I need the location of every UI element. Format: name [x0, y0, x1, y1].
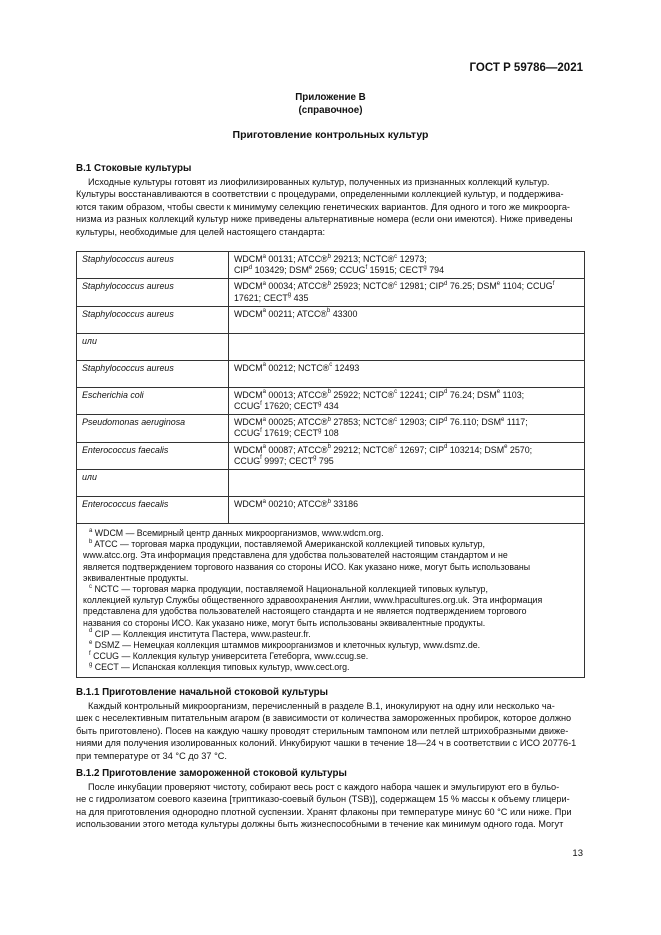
- paragraph-line: низма из разных коллекций культур ниже приведены альтернативные номера (если они имеются). Ниже приведены: [76, 214, 573, 225]
- footnote-marker: d: [444, 416, 448, 423]
- footnote-marker: e: [496, 389, 501, 396]
- strain-code-text: 76.25; DSM: [447, 281, 497, 292]
- section-b11-heading: В.1.1 Приготовление начальной стоковой культуры: [76, 687, 329, 698]
- table-footnote: [83, 640, 578, 651]
- strain-codes-line: [234, 254, 579, 265]
- footnote-line: [83, 595, 578, 606]
- paragraph-line: ниями для получения изолированных колоний. Инкубируют чашки в течение 18—24 ч в соответствии с ИСО 20776-1: [76, 738, 577, 749]
- appendix-subtitle: (справочное): [298, 105, 363, 116]
- footnote-marker: d: [248, 264, 253, 271]
- footnote-marker: a: [262, 308, 266, 315]
- table-footnote: [83, 651, 578, 662]
- organism-cell: Escherichia coli: [77, 387, 229, 414]
- footnote-line: [83, 606, 578, 617]
- strain-code-text: 00211; ATCC®: [265, 308, 327, 319]
- table-row: [77, 360, 585, 387]
- strain-codes-cell: [229, 360, 585, 387]
- culture-table: [76, 251, 585, 678]
- strain-codes-cell: [229, 306, 585, 333]
- paragraph-line: Каждый контрольный микроорганизм, перечисленный в разделе В.1, инокулируют на одну или несколько ча-: [88, 701, 555, 711]
- footnote-marker: f: [260, 427, 262, 434]
- footnote-marker: a: [262, 444, 266, 451]
- strain-code-text: 76.24; DSM: [447, 389, 497, 400]
- strain-code-text: WDCM: [234, 499, 263, 510]
- paragraph-line: быть приготовлено). Посев на каждую чашку проводят стерильным тампоном или петлей штрихобразными движе-: [76, 725, 569, 736]
- footnote-marker: e: [308, 264, 313, 271]
- strain-codes-line: [234, 390, 579, 401]
- footnote-marker: e: [496, 280, 501, 287]
- table-footnote: [83, 629, 578, 640]
- strain-code-text: 9997; CECT: [261, 455, 314, 466]
- table-row: [77, 279, 585, 306]
- footnote-marker: a: [262, 362, 266, 369]
- strain-code-text: CCUG: [234, 401, 261, 412]
- footnote-text: WDCM — Всемирный центр данных микроорганизмов, www.wdcm.org.: [92, 528, 384, 539]
- table-notes-cell: [77, 524, 585, 678]
- footnote-text: NCTC — торговая марка продукции, поставляемой Национальной коллекцией типовых культур,: [92, 584, 488, 595]
- footnote-marker: b: [89, 538, 93, 545]
- footnote-marker: e: [501, 416, 505, 423]
- table-footnote: [83, 528, 578, 539]
- strain-codes-line: [234, 309, 579, 320]
- table-row: [77, 415, 585, 442]
- footnote-text: CCUG — Коллекция культур университета Гетеборга, www.ccug.se.: [90, 651, 369, 662]
- strain-code-text: 103429; DSM: [252, 265, 309, 276]
- section-b11-text: [76, 700, 584, 762]
- page-number: 13: [572, 848, 583, 859]
- table-footnote: [83, 662, 578, 673]
- organism-cell: Staphylococcus aureus: [77, 252, 229, 279]
- footnote-text: названия со стороны ИСО. Как указано ниже, могут быть использованы эквивалентные продукты.: [83, 617, 486, 628]
- strain-code-text: 2570;: [507, 444, 533, 455]
- strain-codes-line: [234, 265, 579, 276]
- strain-code-text: 43300: [330, 308, 358, 319]
- strain-code-text: 00087; ATCC®: [265, 444, 328, 455]
- strain-code-text: CCUG: [234, 428, 261, 439]
- footnote-marker: b: [327, 389, 331, 396]
- strain-code-text: 00131; ATCC®: [265, 254, 328, 264]
- table-row: [77, 333, 585, 360]
- strain-code-text: WDCM: [234, 444, 263, 455]
- strain-codes-cell: [229, 279, 585, 306]
- strain-code-text: WDCM: [234, 362, 263, 373]
- strain-code-text: 103214; DSM: [447, 444, 505, 455]
- footnote-line: [83, 539, 578, 550]
- footnote-text: ATCC — торговая марка продукции, поставляемой Американской коллекцией типовых культур,: [92, 539, 485, 550]
- paragraph-line: не с гидролизатом соевого казеина [триптиказо-соевый бульон (TSB)], содержащем 15 % массы к объему глицери-: [76, 794, 570, 805]
- footnote-marker: b: [327, 280, 331, 287]
- footnote-text: DSMZ — Немецкая коллекция штаммов микроорганизмов и клеточных культур, www.dsmz.de.: [92, 640, 481, 651]
- footnote-marker: d: [444, 280, 448, 287]
- strain-codes-line: [234, 363, 579, 374]
- strain-code-text: 00210; ATCC®: [265, 499, 328, 510]
- standard-number: ГОСТ Р 59786—2021: [469, 62, 583, 74]
- footnote-marker: c: [394, 416, 398, 423]
- strain-code-text: WDCM: [234, 281, 263, 292]
- strain-code-text: WDCM: [234, 417, 263, 428]
- strain-code-text: 17619; CECT: [261, 428, 319, 439]
- footnote-text: коллекцией культур Службы общественного здравоохранения Англии, www.hpacultures.org.uk. Эта информация: [83, 595, 543, 606]
- strain-code-text: 435: [291, 292, 309, 303]
- table-row: [77, 387, 585, 414]
- footnote-marker: f: [365, 264, 368, 271]
- organism-cell: Staphylococcus aureus: [77, 306, 229, 333]
- footnote-marker: f: [260, 455, 262, 462]
- strain-codes-cell: [229, 497, 585, 524]
- table-footnote: [83, 539, 578, 584]
- footnote-marker: d: [444, 444, 448, 451]
- strain-code-text: 1103;: [500, 389, 525, 400]
- strain-codes-line: [234, 428, 579, 439]
- strain-code-text: 1104; CCUG: [500, 281, 553, 292]
- footnote-marker: f: [89, 650, 91, 657]
- organism-cell: Enterococcus faecalis: [77, 442, 229, 469]
- strain-code-text: 25922; NCTC®: [330, 389, 395, 400]
- strain-code-text: WDCM: [234, 389, 263, 400]
- footnote-marker: c: [89, 583, 92, 590]
- footnote-marker: g: [313, 455, 317, 462]
- organism-cell: Pseudomonas aeruginosa: [77, 415, 229, 442]
- strain-code-text: 00034; ATCC®: [265, 281, 328, 292]
- strain-code-text: 108: [321, 428, 339, 439]
- strain-code-text: 25923; NCTC®: [330, 281, 395, 292]
- section-b12-text: [76, 781, 584, 831]
- paragraph-line: Исходные культуры готовят из лиофилизированных культур, полученных из признанных коллекций культур.: [88, 177, 550, 187]
- footnote-line: [83, 562, 578, 573]
- footnote-line: [83, 640, 578, 651]
- paragraph-line: ются таким образом, чтобы свести к минимуму селекцию генетических вариантов. Для одного и того же микроорга-: [76, 201, 570, 212]
- footnote-marker: b: [326, 308, 331, 315]
- footnote-marker: g: [287, 292, 292, 299]
- footnote-marker: a: [262, 389, 266, 396]
- strain-code-text: WDCM: [234, 254, 263, 264]
- strain-codes-cell: [229, 415, 585, 442]
- strain-codes-cell: [229, 333, 585, 360]
- footnote-marker: e: [504, 444, 508, 451]
- strain-code-text: 794: [426, 265, 445, 276]
- footnote-marker: g: [89, 662, 93, 669]
- footnote-marker: g: [318, 400, 322, 407]
- table-row: [77, 470, 585, 497]
- section-b1-heading: В.1 Стоковые культуры: [76, 163, 192, 174]
- table-row: [77, 497, 585, 524]
- footnote-marker: d: [444, 389, 448, 396]
- table-notes-row: [77, 524, 585, 678]
- strain-code-text: 795: [316, 455, 334, 466]
- section-b12-heading: В.1.2 Приготовление замороженной стоковой культуры: [76, 768, 347, 779]
- paragraph-line: при температуре от 34 °С до 37 °С.: [76, 750, 227, 761]
- strain-code-text: 12241; CIP: [397, 389, 445, 400]
- footnote-marker: b: [327, 498, 331, 505]
- strain-code-text: 12697; CIP: [397, 444, 445, 455]
- strain-codes-cell: [229, 470, 585, 497]
- footnote-marker: d: [89, 628, 93, 635]
- organism-cell: или: [77, 470, 229, 497]
- footnote-marker: c: [394, 280, 398, 287]
- footnote-marker: a: [262, 253, 266, 260]
- footnote-line: [83, 629, 578, 640]
- footnote-text: представлена для удобства пользователей настоящего стандарта и не является подтверждением торгового: [83, 606, 527, 617]
- footnote-marker: f: [260, 400, 262, 407]
- strain-code-text: 00025; ATCC®: [265, 417, 328, 428]
- footnote-text: CECT — Испанская коллекция типовых культур, www.cect.org.: [92, 662, 350, 673]
- table-row: [77, 306, 585, 333]
- footnote-marker: b: [327, 416, 331, 423]
- footnote-line: [83, 662, 578, 673]
- footnote-marker: a: [262, 280, 266, 287]
- strain-code-text: 12981; CIP: [397, 281, 445, 292]
- strain-codes-cell: [229, 252, 585, 279]
- paragraph-line: использовании этого метода культуры должны быть жизнеспособными в течение как минимум одного года. Могут: [76, 819, 564, 830]
- organism-cell: или: [77, 333, 229, 360]
- strain-codes-line: [234, 417, 579, 428]
- strain-code-text: 76.110; DSM: [447, 417, 501, 428]
- strain-code-text: CCUG: [234, 455, 261, 466]
- footnote-line: [83, 550, 578, 561]
- footnote-marker: b: [327, 253, 331, 260]
- footnote-marker: g: [423, 264, 427, 271]
- footnote-text: CIP — Коллекция института Пастера, www.pasteur.fr.: [92, 628, 311, 639]
- footnote-marker: c: [394, 389, 398, 396]
- strain-code-text: 1117;: [504, 417, 528, 428]
- footnote-marker: a: [89, 527, 93, 534]
- strain-code-text: 33186: [330, 499, 359, 510]
- footnote-marker: a: [262, 498, 266, 505]
- table-row: [77, 252, 585, 279]
- footnote-text: www.atcc.org. Эта информация представлена для удобства пользователей настоящим стандартом и не: [83, 550, 508, 561]
- section-b1-text: [76, 176, 584, 238]
- strain-code-text: 29212; NCTC®: [330, 444, 395, 455]
- strain-codes-line: [234, 281, 579, 292]
- strain-codes-cell: [229, 442, 585, 469]
- organism-cell: Staphylococcus aureus: [77, 360, 229, 387]
- appendix-heading: Приготовление контрольных культур: [232, 129, 429, 141]
- footnote-marker: c: [394, 444, 398, 451]
- strain-code-text: CIP: [234, 265, 249, 276]
- footnote-marker: a: [262, 416, 266, 423]
- strain-code-text: 2569; CCUG: [312, 265, 366, 276]
- paragraph-line: шек с неселективным питательным агаром (в зависимости от количества замороженных пробирок, которое должно: [76, 713, 572, 724]
- strain-code-text: 17620; CECT: [261, 401, 319, 412]
- organism-cell: Enterococcus faecalis: [77, 497, 229, 524]
- strain-code-text: 00212; NCTC®: [265, 362, 330, 373]
- culture-table-body: [77, 252, 585, 678]
- footnote-line: [83, 618, 578, 629]
- footnote-marker: c: [329, 362, 333, 369]
- strain-code-text: WDCM: [234, 308, 263, 319]
- strain-code-text: 00013; ATCC®: [265, 389, 328, 400]
- footnote-marker: c: [394, 253, 398, 260]
- footnote-marker: g: [318, 427, 322, 434]
- footnote-line: [83, 528, 578, 539]
- strain-codes-line: [234, 456, 579, 467]
- strain-code-text: 17621; CECT: [234, 292, 288, 303]
- strain-code-text: 12493: [332, 362, 360, 373]
- strain-codes-line: [234, 499, 579, 510]
- strain-codes-cell: [229, 387, 585, 414]
- footnote-text: эквивалентные продукты.: [83, 572, 189, 583]
- footnote-line: [83, 651, 578, 662]
- paragraph-line: на для приготовления однородно плотной суспензии. Хранят флаконы при температуре минус 60 °С или ниже. При: [76, 806, 572, 817]
- strain-codes-line: [234, 401, 579, 412]
- footnote-text: является подтверждением торгового названия со стороны ИСО. Как указано ниже, могут быть использованы: [83, 561, 531, 572]
- table-row: [77, 442, 585, 469]
- appendix-title: Приложение В: [295, 92, 366, 103]
- paragraph-line: Культуры восстанавливаются в соответствии с процедурами, определенными коллекцией культур, и поддержива-: [76, 189, 564, 200]
- paragraph-line: После инкубации проверяют чистоту, собирают весь рост с каждого набора чашек и эмульгируют его в бульо-: [88, 782, 560, 792]
- organism-cell: Staphylococcus aureus: [77, 279, 229, 306]
- strain-code-text: 29213; NCTC®: [330, 254, 395, 264]
- footnote-marker: e: [89, 639, 93, 646]
- strain-code-text: 15915; CECT: [367, 265, 424, 276]
- strain-code-text: 27853; NCTC®: [330, 417, 395, 428]
- footnote-marker: b: [327, 444, 331, 451]
- footnote-line: [83, 584, 578, 595]
- strain-codes-line: [234, 293, 579, 304]
- strain-code-text: 434: [321, 401, 339, 412]
- strain-code-text: 12903; CIP: [397, 417, 445, 428]
- paragraph-line: культуры, необходимые для целей настоящего стандарта:: [76, 226, 326, 237]
- strain-codes-line: [234, 445, 579, 456]
- footnote-line: [83, 573, 578, 584]
- strain-code-text: 12973;: [397, 254, 427, 264]
- footnote-marker: f: [552, 280, 555, 287]
- table-footnote: [83, 584, 578, 629]
